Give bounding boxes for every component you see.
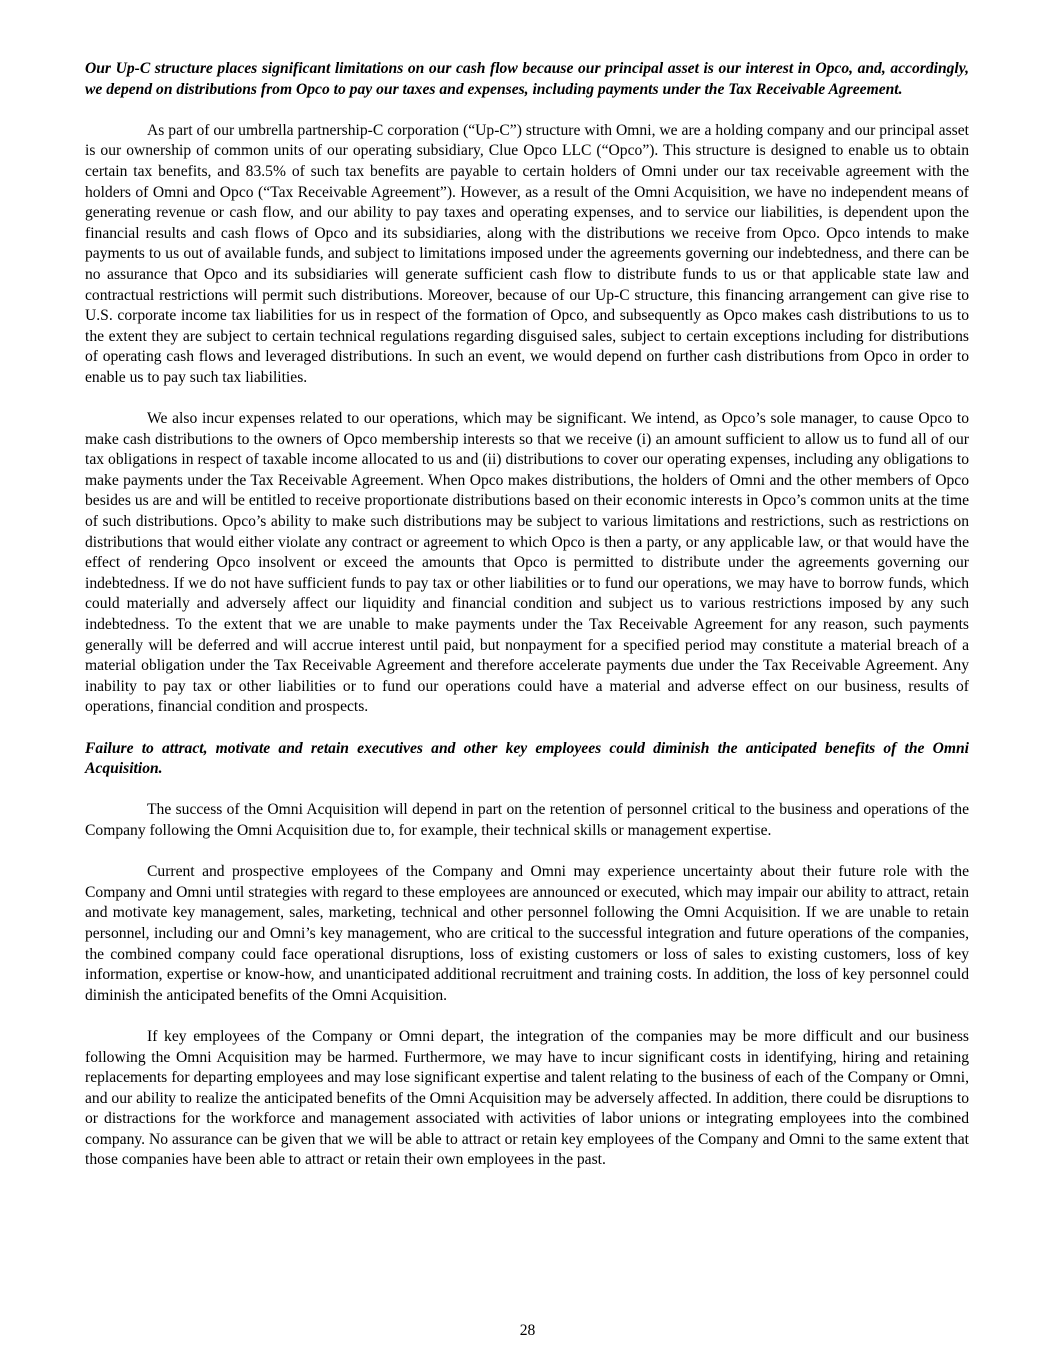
section-heading-up-c-structure: Our Up-C structure places significant limitations on our cash flow because our principal asset is our interest in Opco, and, accordingly, we depend on distributions from Opco to pay our taxes and expenses, including payments under the Tax Receivable Agreement. [85, 60, 969, 98]
paragraph-employee-uncertainty: Current and prospective employees of the Company and Omni may experience uncertainty about their future role with the Company and Omni until strategies with regard to these employees are announced or executed, which may impair our ability to attract, retain and motivate key management, sales, marketing, technical and other personnel following the Omni Acquisition. If we are unable to retain personnel, including our and Omni’s key management, who are critical to the successful integration and future operations of the companies, the combined company could face operational disruptions, loss of existing customers or loss of sales to existing customers, loss of key information, expertise or know-how, and unanticipated additional recruitment and training costs. In addition, the loss of key personnel could diminish the anticipated benefits of the Omni Acquisition. [85, 863, 969, 1004]
spacer [85, 1006, 969, 1027]
document-page [85, 59, 969, 1171]
paragraph-up-c-structure: As part of our umbrella partnership-C corporation (“Up-C”) structure with Omni, we are a holding company and our principal asset is our ownership of common units of our operating subsidiary, Clue Opco LLC (“Opco”). This structure is designed to enable us to obtain certain tax benefits, and 83.5% of such tax benefits are payable to certain holders of Omni under our tax receivable agreement with the holders of Omni and Opco (“Tax Receivable Agreement”). However, as a result of the Omni Acquisition, we have no independent means of generating revenue or cash flow, and our ability to pay taxes and operating expenses, and to service our liabilities, is dependent upon the financial results and cash flows of Opco and its subsidiaries, along with the distributions we receive from Opco. Opco intends to make payments to us out of available funds, and subject to limitations imposed under the agreements governing our indebtedness, and there can be no assurance that Opco and its subsidiaries will generate sufficient cash flow to distribute funds to us or that applicable state law and contractual restrictions will permit such distributions. Moreover, because of our Up-C structure, this financing arrangement can give rise to U.S. corporate income tax liabilities for us in respect of the formation of Opco, and subsequently as Opco makes cash distributions to us to the extent they are subject to certain technical regulations regarding disguised sales, subject to certain exceptions including for distributions of operating cash flows and leveraged distributions. In such an event, we would depend on further cash distributions from Opco in order to enable us to pay such tax liabilities. [85, 121, 969, 386]
spacer [85, 100, 969, 121]
paragraph-retention-personnel: The success of the Omni Acquisition will depend in part on the retention of personnel critical to the business and operations of the Company following the Omni Acquisition due to, for example, their technical skills or management expertise. [85, 801, 969, 839]
section-heading-key-employees: Failure to attract, motivate and retain executives and other key employees could diminish the anticipated benefits of the Omni Acquisition. [85, 739, 969, 778]
spacer [85, 389, 969, 410]
spacer [85, 780, 969, 801]
paragraph-operating-expenses: We also incur expenses related to our operations, which may be significant. We intend, as Opco’s sole manager, to cause Opco to make cash distributions to the owners of Opco membership interests so that we receive (i) an amount sufficient to allow us to fund all of our tax obligations in respect of taxable income allocated to us and (ii) distributions to cover our operating expenses, including any obligations to make payments under the Tax Receivable Agreement. When Opco makes distributions, the holders of Omni and the other members of Opco besides us are and will be entitled to receive proportionate distributions based on their economic interests in Opco’s common units at the time of such distributions. Opco’s ability to make such distributions may be subject to various limitations and restrictions, such as restrictions on distributions that would either violate any contract or agreement to which Opco is then a party, or any applicable law, or that would have the effect of rendering Opco insolvent or exceed the amounts that Opco is permitted to distribute under the agreements governing our indebtedness. If we do not have sufficient funds to pay tax or other liabilities or to fund our operations, we may have to borrow funds, which could materially and adversely affect our liquidity and financial condition and subject us to various restrictions imposed by any such indebtedness. To the extent that we are unable to make payments under the Tax Receivable Agreement for any reason, such payments generally will be deferred and will accrue interest until paid, but nonpayment for a specified period may constitute a material breach of a material obligation under the Tax Receivable Agreement and therefore accelerate payments due under the Tax Receivable Agreement. Any inability to pay tax or other liabilities or to fund our operations could have a material and adverse effect on our business, results of operations, financial condition and prospects. [85, 410, 969, 716]
spacer [85, 842, 969, 863]
page-number: 28 [519, 1322, 536, 1339]
paragraph-employee-departure: If key employees of the Company or Omni depart, the integration of the companies may be more difficult and our business following the Omni Acquisition may be harmed. Furthermore, we may have to incur significant costs in identifying, hiring and retaining replacements for departing employees and may lose significant expertise and talent relating to the business of each of the Company or Omni, and our ability to realize the anticipated benefits of the Omni Acquisition may be adversely affected. In addition, there could be disruptions to or distractions for the workforce and management associated with activities of labor unions or integrating employees into the combined company. No assurance can be given that we will be able to attract or retain key employees of the Company and Omni to the same extent that those companies have been able to attract or retain their own employees in the past. [85, 1027, 969, 1169]
spacer [85, 718, 969, 739]
